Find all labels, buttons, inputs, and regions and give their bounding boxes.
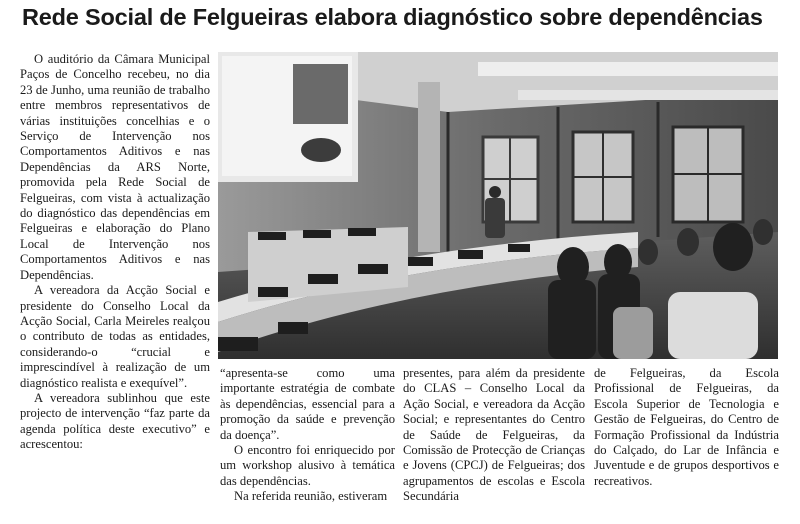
article-column-1: [20, 52, 210, 453]
article-column-3: [403, 366, 585, 505]
paragraph: A vereadora da Acção Social e presidente do Conselho Local da Acção Social, Carla Meireles realçou o contributo de todas as entidades, considerando-o “crucial e imprescindível à realização de um diagnóstico realista e exequível”.: [20, 283, 210, 390]
article-column-2: [220, 366, 395, 505]
paragraph: “apresenta-se como uma importante estratégia de combate às dependências, essencial para a promoção da saúde e prevenção da doença”.: [220, 366, 395, 442]
article-column-4: [594, 366, 779, 489]
paragraph: Na referida reunião, estiveram: [234, 489, 388, 504]
headline: Rede Social de Felgueiras elabora diagnóstico sobre dependências: [22, 4, 763, 30]
paragraph: O auditório da Câmara Municipal Paços de Concelho recebeu, no dia 23 de Junho, uma reunião de trabalho entre membros representativos de várias instituições concelhias e o Serviço de Intervenção nos Comportamentos Aditivos e nas Dependências da ARS Norte, promovida pela Rede Social de Felgueiras, com vista à actualização do diagnóstico das dependências em Felgueiras e elaboração do Plano Local de Intervenção nos Comportamentos Aditivos e nas Dependências.: [20, 52, 210, 282]
meeting-photo: [218, 52, 778, 359]
paragraph: de Felgueiras, da Escola Profissional de Felgueiras, da Escola Superior de Tecnologia e Gestão de Felgueiras, do Centro de Formação Profissional da Indústria do Calçado, do Lar de Infância e Juventude e de grupos desportivos e recreativos.: [594, 366, 779, 488]
paragraph: O encontro foi enriquecido por um workshop alusivo à temática das dependências.: [220, 443, 395, 488]
paragraph: presentes, para além da presidente do CLAS – Conselho Local da Ação Social, e vereadora da Acção Social; e representantes do Centro de Saúde de Felgueiras, da Comissão de Protecção de Crianças e Jovens (CPCJ) de Felgueiras; dos agrupamentos de escolas e Escola Secundária: [403, 366, 585, 504]
paragraph: A vereadora sublinhou que este projecto de intervenção “faz parte da agenda política deste executivo” e acrescentou:: [20, 390, 210, 452]
